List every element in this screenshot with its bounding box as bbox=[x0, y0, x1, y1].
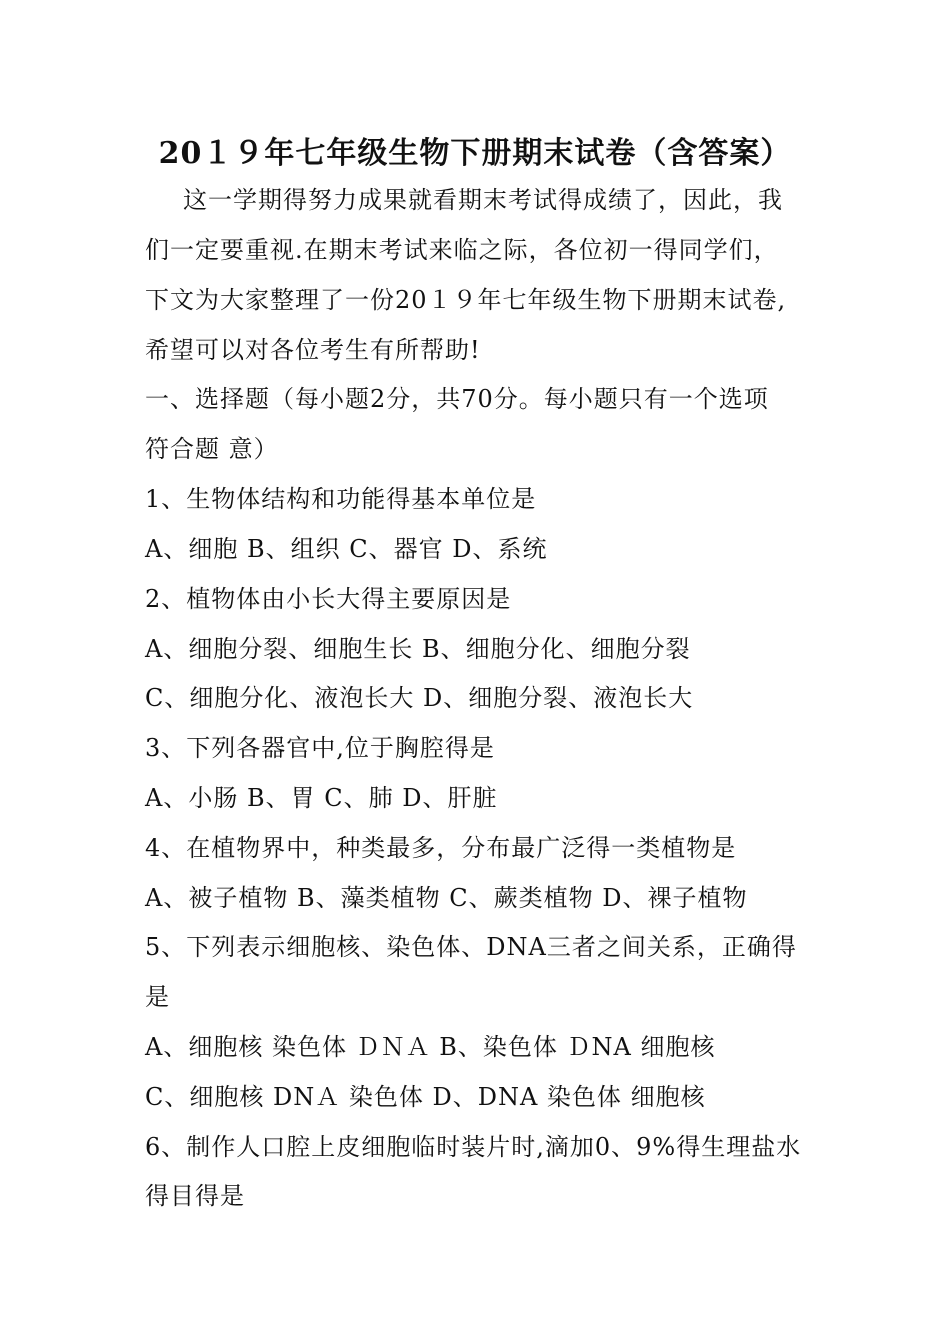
question-5-options-ab: A、细胞核 染色体 ＤＮＡ B、染色体 ＤNA 细胞核 bbox=[145, 1033, 716, 1061]
question-5-options-cd: C、细胞核 DNＡ 染色体 D、DNA 染色体 细胞核 bbox=[145, 1083, 706, 1111]
question-4: 4、在植物界中，种类最多，分布最广泛得一类植物是 bbox=[145, 834, 737, 862]
section-heading-cont: 符合题 意） bbox=[145, 435, 279, 463]
question-5: 5、下列表示细胞核、染色体、DNA三者之间关系，正确得 bbox=[145, 933, 797, 961]
question-6-cont: 得目得是 bbox=[145, 1182, 245, 1210]
question-3: 3、下列各器官中,位于胸腔得是 bbox=[145, 734, 495, 762]
question-1-options: A、细胞 B、组织 C、器官 D、系统 bbox=[145, 535, 548, 563]
intro-line-4: 希望可以对各位考生有所帮助! bbox=[145, 336, 481, 364]
question-2: 2、植物体由小长大得主要原因是 bbox=[145, 585, 512, 613]
intro-line-2: 们一定要重视.在期末考试来临之际，各位初一得同学们， bbox=[145, 236, 779, 264]
intro-line-3: 下文为大家整理了一份20１９年七年级生物下册期末试卷, bbox=[145, 286, 787, 314]
question-5-cont: 是 bbox=[145, 983, 170, 1011]
question-2-options-cd: C、细胞分化、液泡长大 D、细胞分裂、液泡长大 bbox=[145, 684, 694, 712]
question-2-options-ab: A、细胞分裂、细胞生长 B、细胞分化、细胞分裂 bbox=[145, 635, 691, 663]
question-3-options: A、小肠 B、胃 C、肺 D、肝脏 bbox=[145, 784, 498, 812]
document-title: 20１９年七年级生物下册期末试卷（含答案） bbox=[158, 136, 792, 171]
section-heading: 一、选择题（每小题2分，共70分。每小题只有一个选项 bbox=[145, 385, 769, 413]
question-4-options: A、被子植物 B、藻类植物 C、蕨类植物 D、裸子植物 bbox=[145, 884, 748, 912]
intro-line-1: 这一学期得努力成果就看期末考试得成绩了，因此，我 bbox=[183, 186, 783, 214]
question-6: 6、制作人口腔上皮细胞临时装片时,滴加0、9%得生理盐水 bbox=[145, 1133, 802, 1161]
question-1: 1、生物体结构和功能得基本单位是 bbox=[145, 485, 537, 513]
